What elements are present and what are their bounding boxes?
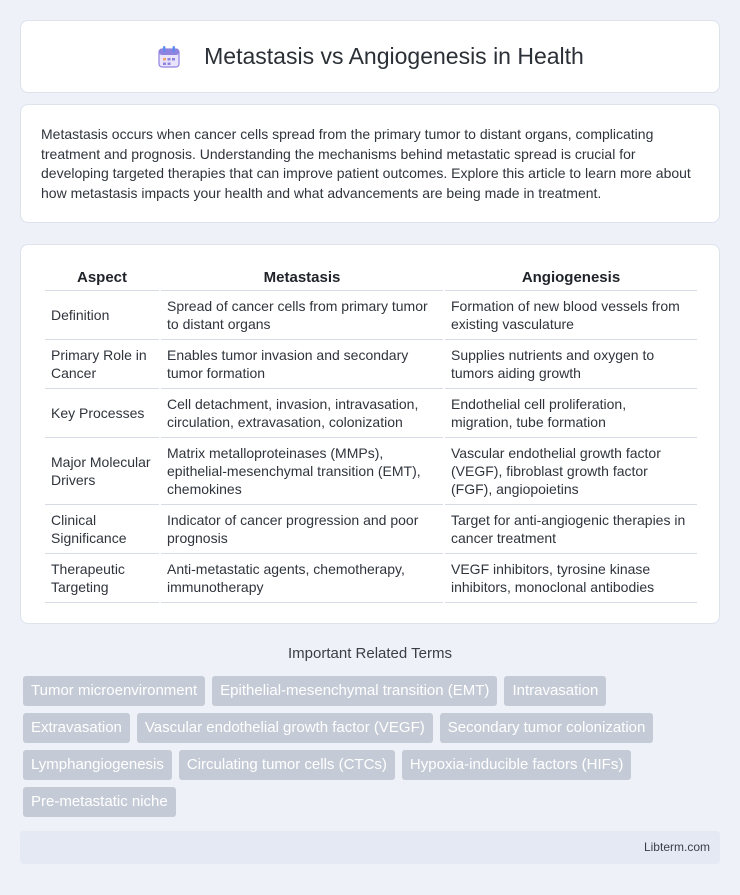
related-term-tag[interactable]: Tumor microenvironment (23, 676, 205, 706)
row-aspect: Primary Role in Cancer (45, 340, 159, 389)
table-row (45, 438, 697, 505)
table-row (45, 389, 697, 438)
tag-row (23, 676, 723, 706)
page-title: Metastasis vs Angiogenesis in Health (204, 43, 584, 69)
header-angiogenesis: Angiogenesis (445, 267, 697, 291)
tag-row (23, 787, 723, 817)
row-metastasis: Cell detachment, invasion, intravasation, circulation, extravasation, colonization (161, 389, 443, 438)
row-aspect: Major Molecular Drivers (45, 438, 159, 505)
row-aspect: Clinical Significance (45, 505, 159, 554)
row-angiogenesis: VEGF inhibitors, tyrosine kinase inhibitors, monoclonal antibodies (445, 554, 697, 603)
related-term-tag[interactable]: Hypoxia-inducible factors (HIFs) (402, 750, 631, 780)
row-metastasis: Matrix metalloproteinases (MMPs), epithelial-mesenchymal transition (EMT), chemokines (161, 438, 443, 505)
row-aspect: Definition (45, 291, 159, 340)
row-metastasis: Enables tumor invasion and secondary tumor formation (161, 340, 443, 389)
row-metastasis: Indicator of cancer progression and poor prognosis (161, 505, 443, 554)
tag-row (23, 750, 723, 780)
row-angiogenesis: Supplies nutrients and oxygen to tumors aiding growth (445, 340, 697, 389)
row-metastasis: Spread of cancer cells from primary tumor to distant organs (161, 291, 443, 340)
title-card (20, 20, 720, 93)
tag-row (23, 713, 723, 743)
related-terms (23, 676, 723, 824)
table-header-row (45, 267, 697, 291)
row-metastasis: Anti-metastatic agents, chemotherapy, immunotherapy (161, 554, 443, 603)
table-row (45, 340, 697, 389)
intro-card (20, 104, 720, 223)
row-aspect: Key Processes (45, 389, 159, 438)
table-row (45, 554, 697, 603)
related-term-tag[interactable]: Extravasation (23, 713, 130, 743)
table-row (45, 505, 697, 554)
table-row (45, 291, 697, 340)
row-angiogenesis: Formation of new blood vessels from existing vasculature (445, 291, 697, 340)
related-term-tag[interactable]: Lymphangiogenesis (23, 750, 172, 780)
related-term-tag[interactable]: Epithelial-mesenchymal transition (EMT) (212, 676, 497, 706)
row-angiogenesis: Endothelial cell proliferation, migration, tube formation (445, 389, 697, 438)
related-term-tag[interactable]: Circulating tumor cells (CTCs) (179, 750, 395, 780)
footer (20, 831, 720, 864)
calendar-icon (156, 44, 182, 70)
related-terms-title: Important Related Terms (288, 645, 452, 662)
related-term-tag[interactable]: Intravasation (504, 676, 606, 706)
comparison-table (43, 267, 699, 603)
row-angiogenesis: Target for anti-angiogenic therapies in cancer treatment (445, 505, 697, 554)
header-metastasis: Metastasis (161, 267, 443, 291)
comparison-card (20, 244, 720, 624)
row-aspect: Therapeutic Targeting (45, 554, 159, 603)
footer-site-link[interactable]: Libterm.com (643, 840, 710, 854)
related-term-tag[interactable]: Vascular endothelial growth factor (VEGF) (137, 713, 433, 743)
intro-paragraph: Metastasis occurs when cancer cells spread from the primary tumor to distant organs, complicating treatment and prognosis. Understanding the mechanisms behind metastatic spread is crucial for developing targeted therapies that can improve patient outcomes. Explore this article to learn more about how metastasis impacts your health and what advancements are being made in treatment. (41, 126, 691, 201)
row-angiogenesis: Vascular endothelial growth factor (VEGF), fibroblast growth factor (FGF), angiopoietins (445, 438, 697, 505)
related-term-tag[interactable]: Pre-metastatic niche (23, 787, 176, 817)
related-term-tag[interactable]: Secondary tumor colonization (440, 713, 654, 743)
header-aspect: Aspect (45, 267, 159, 291)
